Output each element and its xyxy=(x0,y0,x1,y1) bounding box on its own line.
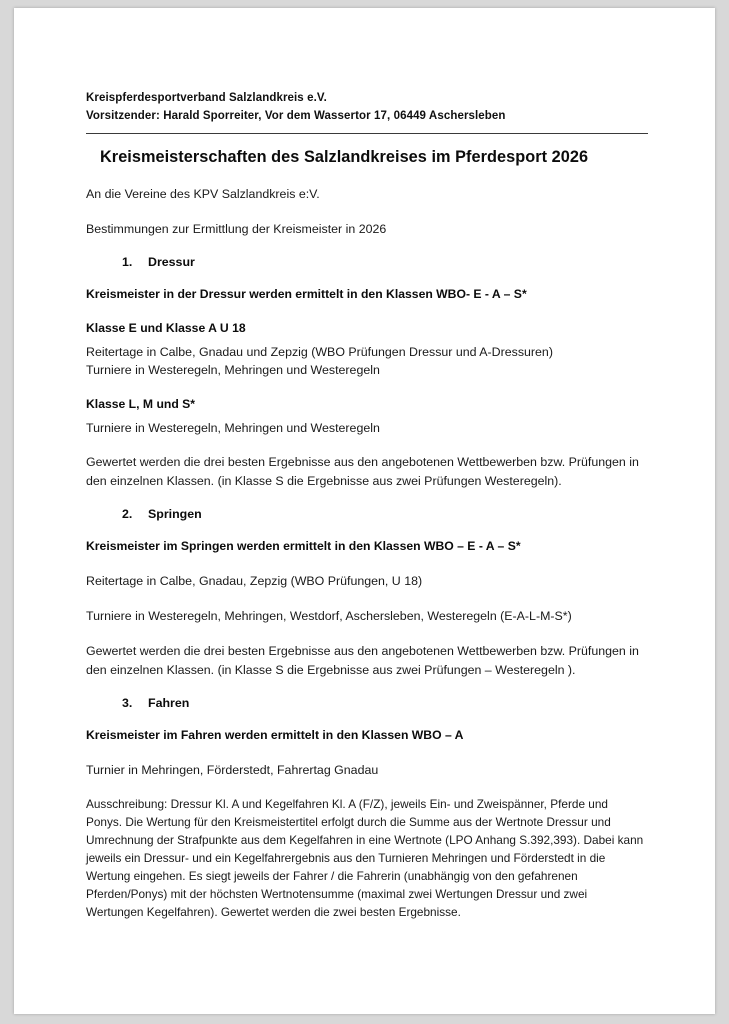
section-number: 3. xyxy=(122,696,133,711)
document-page xyxy=(14,8,715,1014)
section-name: Fahren xyxy=(148,696,190,711)
section-1-subheading: Kreismeister in der Dressur werden ermittelt in den Klassen WBO- E - A – S* xyxy=(86,287,527,302)
addressee-line: An die Vereine des KPV Salzlandkreis e:V. xyxy=(86,186,320,201)
section-3-para: Turnier in Mehringen, Förderstedt, Fahrertag Gnadau xyxy=(86,762,379,777)
section-name: Springen xyxy=(148,506,202,521)
group-line: Turniere in Westeregeln, Mehringen und Westeregeln xyxy=(86,363,380,378)
section-name: Dressur xyxy=(148,255,195,270)
section-2-para: Turniere in Westeregeln, Mehringen, Westdorf, Aschersleben, Westeregeln (E-A-L-M-S*) xyxy=(86,609,572,623)
group-title: Klasse L, M und S* xyxy=(86,396,196,411)
letterhead-organization: Kreispferdesportverband Salzlandkreis e.V. xyxy=(86,92,327,104)
subject-line: Bestimmungen zur Ermittlung der Kreismeister in 2026 xyxy=(86,221,387,236)
section-heading-dressur xyxy=(122,255,646,269)
section-heading-springen xyxy=(122,507,646,521)
section-3-note: Ausschreibung: Dressur Kl. A und Kegelfahren Kl. A (F/Z), jeweils Ein- und Zweispänner, Pferde und Ponys. Die Wertung für den Kreismeistertitel erfolgt durch die Summe aus der Wertnote Dressur und Umrechnung der Strafpunkte aus dem Kegelfahren in eine Wertnote (LPO Anhang S.392,393). Dabei kann jeweils ein Dressur- und ein Kegelfahrergebnis aus den Turnieren Mehringen und Förderstedt in die Wertung eingehen. Es siegt jeweils der Fahrer / die Fahrerin (unabhängig von den gefahrenen Pferden/Ponys) mit der höchsten Wertnotensumme (maximal zwei Wertungen Dressur und zwei Wertungen Kegelfahren). Gewertet werden die zwei besten Ergebnisse. xyxy=(86,797,644,919)
group-line: Turniere in Westeregeln, Mehringen und Westeregeln xyxy=(86,420,380,435)
section-2-note: Gewertet werden die drei besten Ergebnisse aus den angebotenen Wettbewerben bzw. Prüfungen in den einzelnen Klassen. (in Klasse S die Ergebnisse aus zwei Prüfungen – Westeregeln ). xyxy=(86,644,639,677)
page-title: Kreismeisterschaften des Salzlandkreises im Pferdesport 2026 xyxy=(100,147,589,166)
section-2-subheading: Kreismeister im Springen werden ermittelt in den Klassen WBO – E - A – S* xyxy=(86,538,521,553)
document-content xyxy=(86,90,646,922)
group-line: Reitertage in Calbe, Gnadau und Zepzig (WBO Prüfungen Dressur und A-Dressuren) xyxy=(86,344,553,359)
section-number: 2. xyxy=(122,506,133,521)
section-1-group-1 xyxy=(86,320,646,380)
section-heading-fahren xyxy=(122,696,646,710)
header-divider xyxy=(86,133,648,134)
group-title: Klasse E und Klasse A U 18 xyxy=(86,321,246,336)
section-number: 1. xyxy=(122,255,133,270)
section-3-subheading: Kreismeister im Fahren werden ermittelt in den Klassen WBO – A xyxy=(86,728,464,743)
section-2-para: Reitertage in Calbe, Gnadau, Zepzig (WBO Prüfungen, U 18) xyxy=(86,573,423,588)
letterhead xyxy=(86,90,646,126)
letterhead-chairman-address: Vorsitzender: Harald Sporreiter, Vor dem Wassertor 17, 06449 Aschersleben xyxy=(86,109,506,122)
section-1-group-2 xyxy=(86,396,646,437)
section-1-note: Gewertet werden die drei besten Ergebnisse aus den angebotenen Wettbewerben bzw. Prüfungen in den einzelnen Klassen. (in Klasse S die Ergebnisse aus zwei Prüfungen Westeregeln). xyxy=(86,455,639,488)
